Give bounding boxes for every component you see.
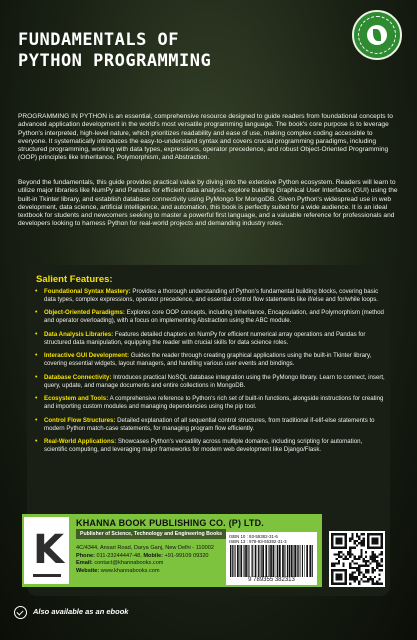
publisher-email: contact@khannabooks.com: [92, 560, 164, 567]
publisher-contact: 4C/4344, Ansari Road, Darya Ganj, New Delhi - 110002 Phone: 011-23244447-48, Mobile: +91-99109 09320 Email: contact@khannabooks.com Website: www.khannabooks.com: [76, 545, 214, 574]
ebook-check-icon: [14, 606, 27, 619]
features-list: [35, 288, 387, 460]
publisher-address: 4C/4344, Ansari Road, Darya Ganj, New Delhi - 110002: [76, 545, 214, 551]
title-line-1: FUNDAMENTALS OF: [18, 30, 180, 50]
bullet-icon: •: [35, 395, 38, 403]
feature-item: • Object-Oriented Paradigms: Explores core OOP concepts, including Inheritance, Encapsulation, and Polymorphism (method and operator overloading), with a focus on implementing Abstraction using the ABC module.: [35, 309, 384, 325]
publisher-mobile: +91-99109 09320: [162, 552, 209, 559]
feature-item: • Control Flow Structures: Detailed explanation of all sequential control structures, from traditional if-elif-else statements to modern Python match-case statements, for managing program flow efficiently.: [35, 416, 375, 432]
feature-item: • Ecosystem and Tools: A comprehensive reference to Python's rich set of built-in functions, alongside instructions for creating and importing custom modules and managing dependencies using the pip tool.: [35, 395, 384, 411]
publisher-phone: 011-23244447-48,: [94, 552, 144, 559]
eco-badge-icon: [352, 10, 402, 60]
barcode-number: 9 789355 382313: [248, 577, 295, 583]
book-title: [18, 30, 338, 72]
bullet-icon: •: [35, 416, 38, 424]
bullet-icon: •: [35, 288, 38, 295]
title-line-2: PYTHON PROGRAMMING: [18, 51, 212, 71]
barcode-icon: [229, 545, 314, 577]
feature-item: • Real-World Applications: Showcases Python's versatility across multiple domains, including scripting for automation, scientific computing, and leveraging major frameworks for modern web development like Django/Flask.: [35, 438, 363, 453]
bullet-icon: •: [35, 438, 38, 446]
bullet-icon: •: [35, 352, 38, 360]
features-heading: Salient Features:: [36, 274, 113, 285]
feature-item: • Interactive GUI Development: Guides the reader through creating graphical applications using the built-in Tkinter library, covering essential widgets, layout managers, and handling various user events and bindings.: [35, 352, 372, 368]
bullet-icon: •: [35, 309, 38, 317]
publisher-website: www.khannabooks.com: [99, 567, 160, 574]
qr-code-icon: [329, 531, 385, 587]
feature-item: • Database Connectivity: Introduces practical NoSQL database integration using the PyMongo library. Learn to connect, insert, query, update, and manage documents and entire collections in MongoDB.: [35, 373, 385, 389]
description-paragraph-1: PROGRAMMING IN PYTHON is an essential, comprehensive resource designed to guide readers from foundational concepts to advanced application development in the world's most versatile programming language. The book's core purpose is to leverage Python's interpreted, high-level nature, which prioritizes readability and ease of use, making complex coding accessible to everyone. It systematically introduces the easy-to-understand syntax and covers crucial programming paradigms, including structured programming, working with data types, expressions, operator precedence, and robust Object-Oriented Programming (OOP) principles like Inheritance, Polymorphism, and Abstraction.: [18, 113, 393, 162]
ebook-text: Also available as an ebook: [33, 607, 129, 616]
isbn-barcode: [226, 532, 317, 585]
publisher-name: KHANNA BOOK PUBLISHING CO. (P) LTD.: [76, 518, 264, 528]
feature-item: • Data Analysis Libraries: Features detailed chapters on NumPy for efficient numerical array operations and Pandas for structured data manipulation, equipping the reader with crucial skills for data science roles.: [35, 330, 366, 346]
description-paragraph-2: Beyond the fundamentals, this guide provides practical value by diving into the extensive Python ecosystem. Readers will learn to utilize major libraries like NumPy and Pandas for efficient data analysis, explore building Graphical User Interfaces (GUI) using the built-in Tkinter library, and establish database connectivity using PyMongo for MongoDB. Given Python's widespread use in web development, data science, artificial intelligence, and automation, this book is perfectly suited for a wide audience. It is an ideal textbook for students and newcomers seeking to master a powerful first language, and a valuable reference for professionals and developers looking to harness Python for real-world projects and demanding industry roles.: [18, 179, 398, 228]
publisher-logo-icon: K: [24, 517, 69, 584]
bullet-icon: •: [35, 330, 38, 338]
feature-item: • Foundational Syntax Mastery: Provides a thorough understanding of Python's fundamental building blocks, covering basic data types, complex expressions, operator precedence, and essential control flow statements like if/else and for/while loops.: [35, 288, 379, 303]
bullet-icon: •: [35, 373, 38, 381]
isbn-text: ISBN 10 : 93-55382-31-6 ISBN 13 : 978-93-55382-31-3: [229, 534, 287, 545]
publisher-tagline: Publisher of Science, Technology and Engineering Books: [76, 529, 226, 539]
